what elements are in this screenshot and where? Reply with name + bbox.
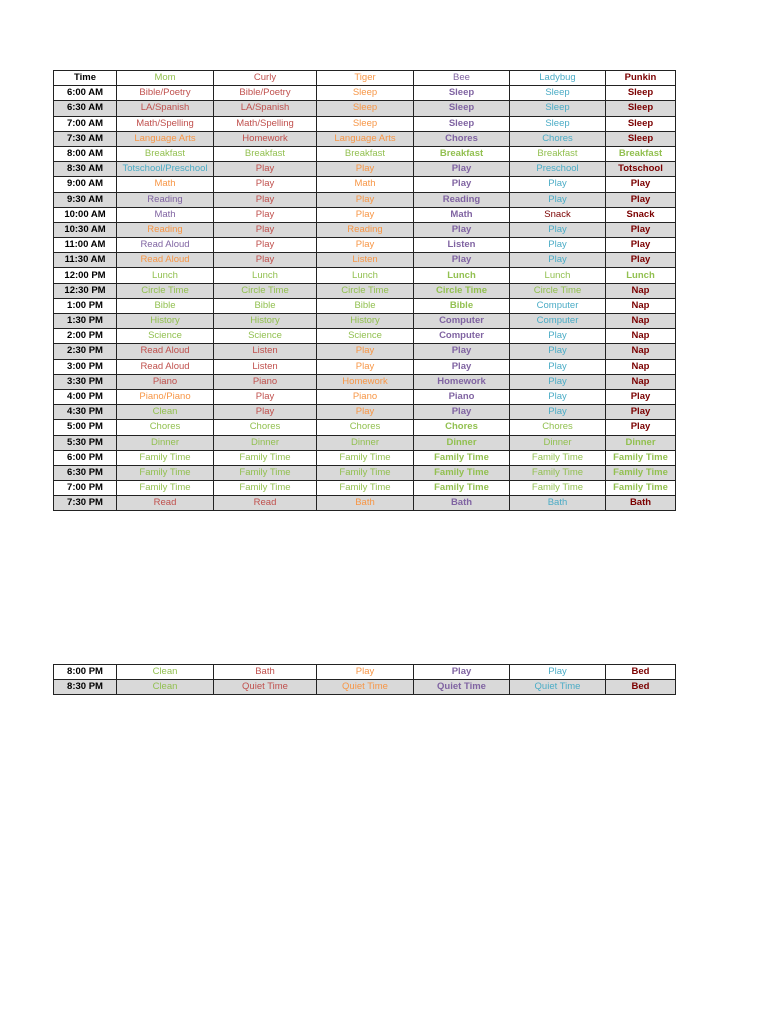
activity-cell: Play: [214, 222, 317, 237]
activity-cell: Sleep: [606, 101, 676, 116]
activity-cell: Circle Time: [214, 283, 317, 298]
activity-cell: Computer: [510, 298, 606, 313]
activity-cell: Bible: [414, 298, 510, 313]
time-cell: 7:00 AM: [54, 116, 117, 131]
activity-cell: Read Aloud: [117, 359, 214, 374]
activity-cell: Play: [214, 238, 317, 253]
person-column-header: Tiger: [317, 71, 414, 86]
time-cell: 9:30 AM: [54, 192, 117, 207]
activity-cell: Bed: [606, 665, 676, 680]
activity-cell: Play: [510, 359, 606, 374]
activity-cell: Play: [317, 344, 414, 359]
time-cell: 1:00 PM: [54, 298, 117, 313]
table-row: [54, 680, 676, 695]
activity-cell: Play: [414, 177, 510, 192]
table-row: [54, 314, 676, 329]
activity-cell: Play: [214, 253, 317, 268]
activity-cell: Play: [317, 665, 414, 680]
table-row: [54, 496, 676, 511]
activity-cell: Play: [606, 238, 676, 253]
activity-cell: Bible/Poetry: [214, 86, 317, 101]
activity-cell: Reading: [414, 192, 510, 207]
activity-cell: Dinner: [214, 435, 317, 450]
activity-cell: Quiet Time: [317, 680, 414, 695]
table-row: [54, 405, 676, 420]
activity-cell: Play: [510, 374, 606, 389]
activity-cell: Family Time: [214, 450, 317, 465]
activity-cell: Chores: [414, 420, 510, 435]
activity-cell: LA/Spanish: [214, 101, 317, 116]
activity-cell: Chores: [214, 420, 317, 435]
activity-cell: History: [317, 314, 414, 329]
activity-cell: Chores: [510, 131, 606, 146]
activity-cell: Nap: [606, 359, 676, 374]
activity-cell: Snack: [510, 207, 606, 222]
activity-cell: Bath: [317, 496, 414, 511]
activity-cell: Chores: [317, 420, 414, 435]
activity-cell: Clean: [117, 680, 214, 695]
schedule-body: [54, 71, 676, 511]
time-cell: 7:30 AM: [54, 131, 117, 146]
activity-cell: Play: [414, 253, 510, 268]
activity-cell: Play: [510, 222, 606, 237]
activity-cell: Family Time: [317, 465, 414, 480]
time-cell: 1:30 PM: [54, 314, 117, 329]
activity-cell: Listen: [317, 253, 414, 268]
time-column-header: Time: [54, 71, 117, 86]
activity-cell: Dinner: [414, 435, 510, 450]
activity-cell: Bible: [214, 298, 317, 313]
activity-cell: Play: [606, 420, 676, 435]
evening-schedule-body: [54, 665, 676, 695]
activity-cell: Dinner: [117, 435, 214, 450]
activity-cell: Piano/Piano: [117, 389, 214, 404]
time-cell: 10:00 AM: [54, 207, 117, 222]
activity-cell: Sleep: [317, 116, 414, 131]
activity-cell: Family Time: [606, 481, 676, 496]
activity-cell: Family Time: [606, 465, 676, 480]
activity-cell: Computer: [510, 314, 606, 329]
activity-cell: Play: [414, 665, 510, 680]
activity-cell: Snack: [606, 207, 676, 222]
activity-cell: Language Arts: [117, 131, 214, 146]
activity-cell: Play: [317, 359, 414, 374]
activity-cell: Bath: [606, 496, 676, 511]
activity-cell: Lunch: [414, 268, 510, 283]
time-cell: 6:30 AM: [54, 101, 117, 116]
table-row: [54, 131, 676, 146]
time-cell: 9:00 AM: [54, 177, 117, 192]
activity-cell: Nap: [606, 374, 676, 389]
activity-cell: Family Time: [214, 481, 317, 496]
time-cell: 4:00 PM: [54, 389, 117, 404]
activity-cell: Homework: [317, 374, 414, 389]
activity-cell: Read Aloud: [117, 253, 214, 268]
activity-cell: Homework: [214, 131, 317, 146]
schedule-table: [53, 70, 676, 511]
activity-cell: Sleep: [414, 116, 510, 131]
activity-cell: Play: [606, 192, 676, 207]
time-cell: 6:00 AM: [54, 86, 117, 101]
time-cell: 2:30 PM: [54, 344, 117, 359]
activity-cell: Math: [317, 177, 414, 192]
activity-cell: Play: [214, 405, 317, 420]
time-cell: 2:00 PM: [54, 329, 117, 344]
activity-cell: History: [117, 314, 214, 329]
activity-cell: Preschool: [510, 162, 606, 177]
activity-cell: Lunch: [117, 268, 214, 283]
activity-cell: Piano: [317, 389, 414, 404]
time-cell: 11:00 AM: [54, 238, 117, 253]
activity-cell: Reading: [117, 222, 214, 237]
activity-cell: Breakfast: [317, 146, 414, 161]
activity-cell: Play: [606, 389, 676, 404]
activity-cell: Family Time: [214, 465, 317, 480]
activity-cell: Breakfast: [510, 146, 606, 161]
table-row: [54, 298, 676, 313]
activity-cell: Play: [214, 162, 317, 177]
activity-cell: Bible: [317, 298, 414, 313]
activity-cell: Chores: [117, 420, 214, 435]
activity-cell: LA/Spanish: [117, 101, 214, 116]
activity-cell: Play: [510, 253, 606, 268]
activity-cell: Play: [510, 389, 606, 404]
activity-cell: Read Aloud: [117, 238, 214, 253]
person-column-header: Punkin: [606, 71, 676, 86]
time-cell: 12:00 PM: [54, 268, 117, 283]
activity-cell: Math: [117, 177, 214, 192]
activity-cell: Breakfast: [214, 146, 317, 161]
activity-cell: Family Time: [606, 450, 676, 465]
table-row: [54, 207, 676, 222]
activity-cell: Play: [414, 222, 510, 237]
activity-cell: Family Time: [317, 450, 414, 465]
activity-cell: Piano: [414, 389, 510, 404]
activity-cell: Play: [414, 359, 510, 374]
time-cell: 8:00 AM: [54, 146, 117, 161]
table-row: [54, 344, 676, 359]
table-row: [54, 177, 676, 192]
person-column-header: Mom: [117, 71, 214, 86]
activity-cell: Play: [510, 329, 606, 344]
activity-cell: Family Time: [117, 450, 214, 465]
activity-cell: Computer: [414, 329, 510, 344]
time-cell: 4:30 PM: [54, 405, 117, 420]
activity-cell: Bible/Poetry: [117, 86, 214, 101]
activity-cell: Play: [510, 238, 606, 253]
activity-cell: Sleep: [606, 116, 676, 131]
activity-cell: Sleep: [510, 101, 606, 116]
activity-cell: Quiet Time: [510, 680, 606, 695]
activity-cell: Lunch: [317, 268, 414, 283]
activity-cell: Play: [606, 253, 676, 268]
activity-cell: Dinner: [510, 435, 606, 450]
activity-cell: Circle Time: [510, 283, 606, 298]
activity-cell: Play: [510, 192, 606, 207]
activity-cell: Family Time: [414, 465, 510, 480]
activity-cell: Nap: [606, 283, 676, 298]
time-cell: 12:30 PM: [54, 283, 117, 298]
table-row: [54, 268, 676, 283]
activity-cell: Math/Spelling: [214, 116, 317, 131]
activity-cell: Sleep: [317, 86, 414, 101]
person-column-header: Bee: [414, 71, 510, 86]
table-row: [54, 465, 676, 480]
activity-cell: Reading: [117, 192, 214, 207]
activity-cell: Quiet Time: [214, 680, 317, 695]
activity-cell: Play: [317, 192, 414, 207]
activity-cell: Listen: [414, 238, 510, 253]
activity-cell: Play: [510, 665, 606, 680]
evening-schedule-table: [53, 664, 676, 695]
activity-cell: Listen: [214, 344, 317, 359]
table-row: [54, 665, 676, 680]
activity-cell: Clean: [117, 405, 214, 420]
table-row: [54, 192, 676, 207]
time-cell: 5:00 PM: [54, 420, 117, 435]
time-cell: 3:00 PM: [54, 359, 117, 374]
activity-cell: Play: [414, 344, 510, 359]
table-row: [54, 359, 676, 374]
activity-cell: Chores: [414, 131, 510, 146]
activity-cell: Circle Time: [117, 283, 214, 298]
activity-cell: Quiet Time: [414, 680, 510, 695]
activity-cell: Clean: [117, 665, 214, 680]
table-row: [54, 222, 676, 237]
activity-cell: Sleep: [606, 131, 676, 146]
activity-cell: Homework: [414, 374, 510, 389]
activity-cell: Math: [414, 207, 510, 222]
activity-cell: Read: [214, 496, 317, 511]
table-row: [54, 238, 676, 253]
activity-cell: Math: [117, 207, 214, 222]
activity-cell: Breakfast: [606, 146, 676, 161]
activity-cell: Dinner: [606, 435, 676, 450]
activity-cell: Family Time: [414, 450, 510, 465]
activity-cell: Nap: [606, 298, 676, 313]
activity-cell: Reading: [317, 222, 414, 237]
table-row: [54, 253, 676, 268]
activity-cell: Science: [214, 329, 317, 344]
activity-cell: Read: [117, 496, 214, 511]
table-row: [54, 116, 676, 131]
activity-cell: Play: [317, 207, 414, 222]
activity-cell: Nap: [606, 344, 676, 359]
activity-cell: Play: [317, 162, 414, 177]
activity-cell: Play: [606, 177, 676, 192]
time-cell: 7:00 PM: [54, 481, 117, 496]
activity-cell: Sleep: [510, 86, 606, 101]
time-cell: 3:30 PM: [54, 374, 117, 389]
table-row: [54, 101, 676, 116]
activity-cell: Bath: [510, 496, 606, 511]
activity-cell: Bath: [414, 496, 510, 511]
table-row: [54, 86, 676, 101]
activity-cell: Play: [214, 177, 317, 192]
table-row: [54, 435, 676, 450]
time-cell: 6:00 PM: [54, 450, 117, 465]
activity-cell: Math/Spelling: [117, 116, 214, 131]
activity-cell: Family Time: [414, 481, 510, 496]
activity-cell: Family Time: [117, 481, 214, 496]
activity-cell: Lunch: [606, 268, 676, 283]
table-row: [54, 162, 676, 177]
table-row: [54, 374, 676, 389]
table-row: [54, 420, 676, 435]
activity-cell: Sleep: [606, 86, 676, 101]
activity-cell: Sleep: [317, 101, 414, 116]
activity-cell: Piano: [117, 374, 214, 389]
activity-cell: Play: [214, 389, 317, 404]
table-row: [54, 146, 676, 161]
activity-cell: Family Time: [510, 481, 606, 496]
time-cell: 11:30 AM: [54, 253, 117, 268]
time-cell: 7:30 PM: [54, 496, 117, 511]
time-cell: 8:30 AM: [54, 162, 117, 177]
table-row: [54, 329, 676, 344]
table-row: [54, 481, 676, 496]
activity-cell: Science: [317, 329, 414, 344]
activity-cell: Play: [317, 238, 414, 253]
activity-cell: Nap: [606, 314, 676, 329]
time-cell: 5:30 PM: [54, 435, 117, 450]
activity-cell: Listen: [214, 359, 317, 374]
activity-cell: Science: [117, 329, 214, 344]
time-cell: 10:30 AM: [54, 222, 117, 237]
activity-cell: History: [214, 314, 317, 329]
activity-cell: Lunch: [214, 268, 317, 283]
activity-cell: Bath: [214, 665, 317, 680]
activity-cell: Read Aloud: [117, 344, 214, 359]
activity-cell: Play: [510, 405, 606, 420]
time-cell: 8:00 PM: [54, 665, 117, 680]
activity-cell: Play: [317, 405, 414, 420]
activity-cell: Play: [606, 222, 676, 237]
activity-cell: Bed: [606, 680, 676, 695]
activity-cell: Family Time: [117, 465, 214, 480]
activity-cell: Chores: [510, 420, 606, 435]
activity-cell: Nap: [606, 329, 676, 344]
table-row: [54, 450, 676, 465]
activity-cell: Family Time: [510, 465, 606, 480]
activity-cell: Family Time: [317, 481, 414, 496]
activity-cell: Play: [510, 344, 606, 359]
activity-cell: Lunch: [510, 268, 606, 283]
activity-cell: Sleep: [414, 86, 510, 101]
activity-cell: Circle Time: [414, 283, 510, 298]
activity-cell: Play: [606, 405, 676, 420]
table-row: [54, 283, 676, 298]
time-cell: 6:30 PM: [54, 465, 117, 480]
activity-cell: Language Arts: [317, 131, 414, 146]
activity-cell: Totschool/Preschool: [117, 162, 214, 177]
activity-cell: Totschool: [606, 162, 676, 177]
header-row: [54, 71, 676, 86]
person-column-header: Ladybug: [510, 71, 606, 86]
time-cell: 8:30 PM: [54, 680, 117, 695]
activity-cell: Play: [414, 405, 510, 420]
table-row: [54, 389, 676, 404]
activity-cell: Play: [214, 207, 317, 222]
activity-cell: Family Time: [510, 450, 606, 465]
person-column-header: Curly: [214, 71, 317, 86]
activity-cell: Piano: [214, 374, 317, 389]
activity-cell: Breakfast: [117, 146, 214, 161]
activity-cell: Circle Time: [317, 283, 414, 298]
activity-cell: Play: [510, 177, 606, 192]
activity-cell: Play: [214, 192, 317, 207]
activity-cell: Breakfast: [414, 146, 510, 161]
activity-cell: Bible: [117, 298, 214, 313]
activity-cell: Computer: [414, 314, 510, 329]
activity-cell: Dinner: [317, 435, 414, 450]
activity-cell: Play: [414, 162, 510, 177]
activity-cell: Sleep: [510, 116, 606, 131]
activity-cell: Sleep: [414, 101, 510, 116]
